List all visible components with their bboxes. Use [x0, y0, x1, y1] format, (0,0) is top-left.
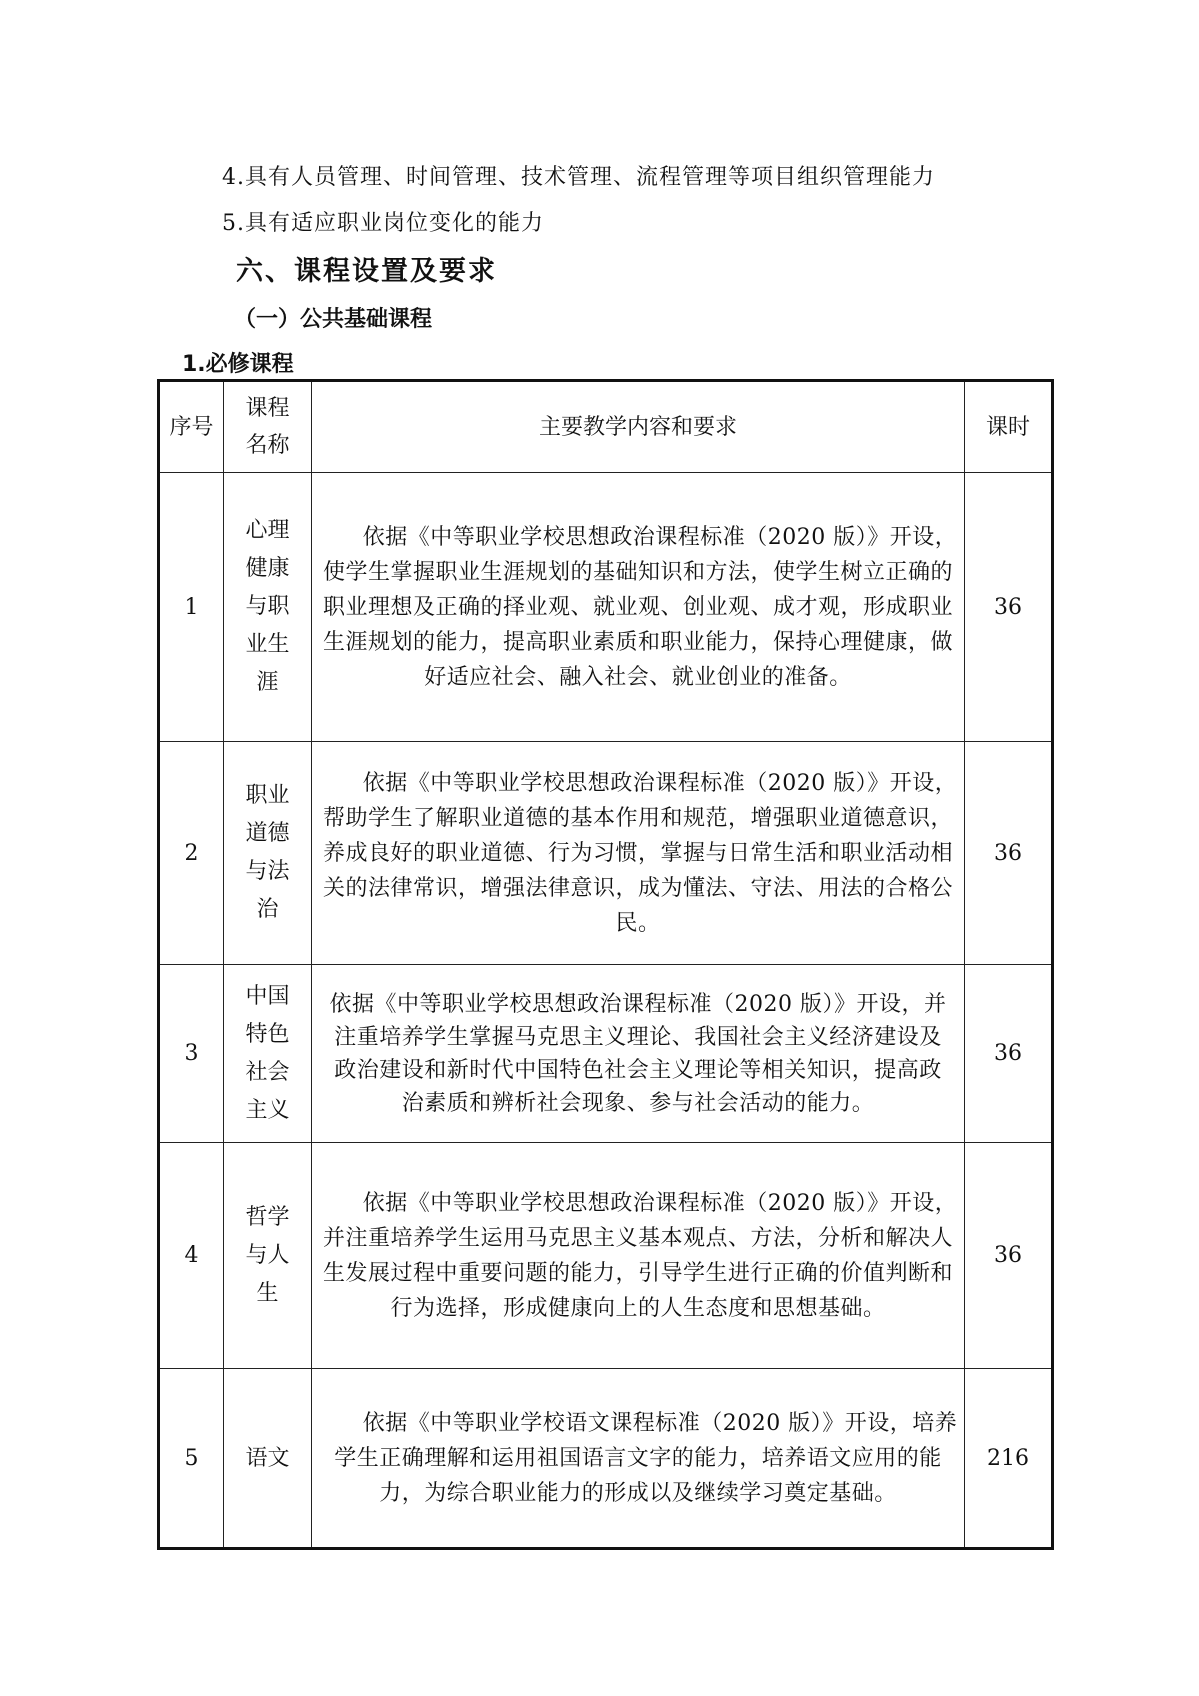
table-row	[159, 473, 1053, 742]
cell-desc: 依据《中等职业学校思想政治课程标准（2020 版）》开设，使学生掌握职业生涯规划的基础知识和方法，使学生树立正确的职业理想及正确的择业观、就业观、创业观、成才观，形成职业生涯规划的能力，提高职业素质和职业能力，保持心理健康，做好适应社会、融入社会、就业创业的准备。	[312, 473, 965, 742]
cell-name: 哲学与人生	[224, 1143, 312, 1369]
table-header-row	[159, 381, 1053, 473]
section-heading: 六、课程设置及要求	[236, 256, 497, 287]
header-name: 课程名称	[224, 381, 312, 473]
cell-hours: 36	[965, 965, 1053, 1143]
table-row	[159, 742, 1053, 965]
list-item-5: 5.具有适应职业岗位变化的能力	[222, 211, 544, 236]
table-row	[159, 1369, 1053, 1549]
cell-no: 5	[159, 1369, 224, 1549]
cell-hours: 36	[965, 473, 1053, 742]
cell-desc: 依据《中等职业学校思想政治课程标准（2020 版）》开设，并注重培养学生掌握马克思主义理论、我国社会主义经济建设及政治建设和新时代中国特色社会主义理论等相关知识，提高政治素质和辨析社会现象、参与社会活动的能力。	[312, 965, 965, 1143]
cell-desc: 依据《中等职业学校思想政治课程标准（2020 版）》开设，帮助学生了解职业道德的基本作用和规范，增强职业道德意识，养成良好的职业道德、行为习惯，掌握与日常生活和职业活动相关的法律常识，增强法律意识，成为懂法、守法、用法的合格公民。	[312, 742, 965, 965]
course-table	[157, 379, 1054, 1550]
header-desc: 主要教学内容和要求	[312, 381, 965, 473]
cell-hours: 216	[965, 1369, 1053, 1549]
cell-desc: 依据《中等职业学校语文课程标准（2020 版）》开设，培养学生正确理解和运用祖国语言文字的能力，培养语文应用的能力，为综合职业能力的形成以及继续学习奠定基础。	[312, 1369, 965, 1549]
cell-no: 3	[159, 965, 224, 1143]
cell-hours: 36	[965, 1143, 1053, 1369]
subsection-heading: （一）公共基础课程	[234, 307, 433, 332]
table-row	[159, 1143, 1053, 1369]
header-hours: 课时	[965, 381, 1053, 473]
cell-no: 1	[159, 473, 224, 742]
cell-name: 语文	[224, 1369, 312, 1549]
cell-name: 心理健康与职业生涯	[224, 473, 312, 742]
cell-hours: 36	[965, 742, 1053, 965]
cell-no: 2	[159, 742, 224, 965]
cell-name: 职业道德与法治	[224, 742, 312, 965]
cell-desc: 依据《中等职业学校思想政治课程标准（2020 版）》开设，并注重培养学生运用马克思主义基本观点、方法，分析和解决人生发展过程中重要问题的能力，引导学生进行正确的价值判断和行为选择，形成健康向上的人生态度和思想基础。	[312, 1143, 965, 1369]
header-no: 序号	[159, 381, 224, 473]
table-row	[159, 965, 1053, 1143]
list-item-4: 4.具有人员管理、时间管理、技术管理、流程管理等项目组织管理能力	[222, 165, 935, 190]
cell-no: 4	[159, 1143, 224, 1369]
cell-name: 中国特色社会主义	[224, 965, 312, 1143]
subsubsection-heading: 1.必修课程	[182, 352, 294, 377]
